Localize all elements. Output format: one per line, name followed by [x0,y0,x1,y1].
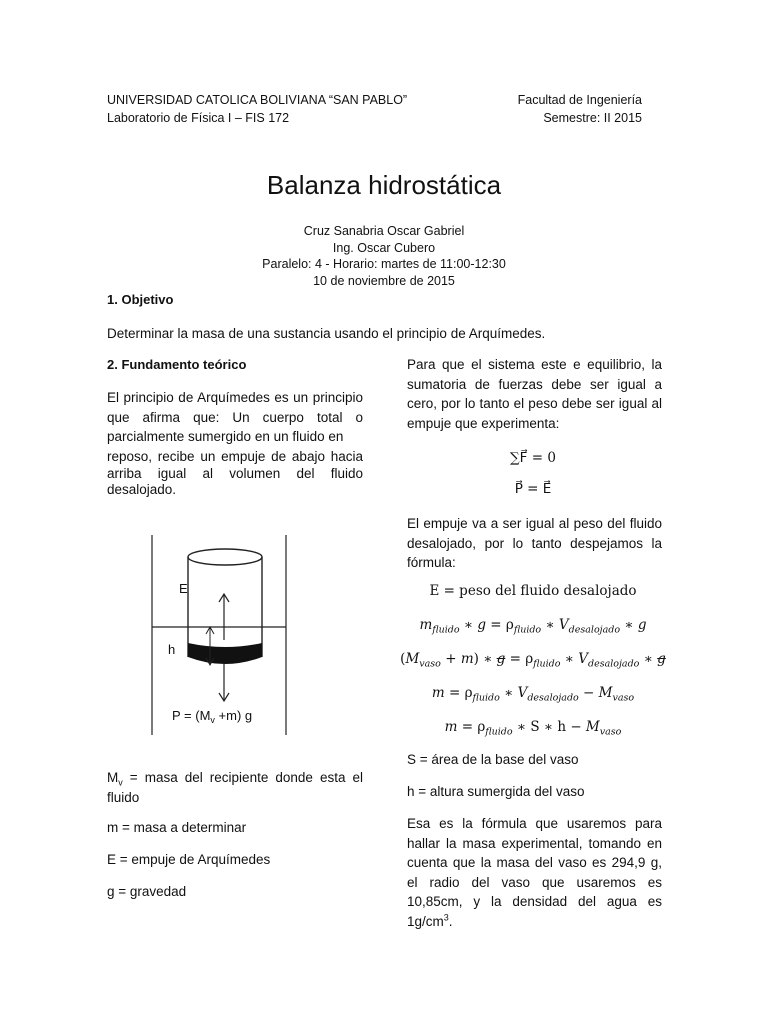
header-right [470,91,642,127]
definition-g: g = gravedad [107,884,187,899]
equation-sum-forces: ∑F⃗ = 0 [510,450,556,466]
glass-rim [188,549,262,565]
objective-heading: 1. Objetivo [107,292,174,307]
equation-mass-final: $m = \rho_{fluido}$ ∗ S ∗ $h - M_{vaso}$ [444,719,622,738]
theory-paragraph-2: reposo, recibe un empuje de abajo hacia arriba igual al volumen del fluido desalojado. [107,449,363,497]
theory-paragraph-1: El principio de Arquímedes es un principio que afirma que: Un cuerpo total o parcialmente sumergido en un fluido en [107,390,363,444]
schedule: Paralelo: 4 - Horario: martes de 11:00-12:30 [262,257,506,271]
definition-e: E = empuje de Arquímedes [107,852,271,867]
author-block [0,223,768,289]
buoyancy-paragraph: El empuje va a ser igual al peso del fluido desalojado, por lo tanto despejamos la fórmula: [407,516,662,570]
document-title: Balanza hidrostática [266,170,502,200]
definition-s: S = área de la base del vaso [407,752,579,767]
equilibrium-paragraph: Para que el sistema este e equilibrio, la sumatoria de fuerzas debe ser igual a cero, por lo tanto el peso debe ser igual al empuje que experimenta: [407,357,662,431]
lab-name: Laboratorio de Física I – FIS 172 [107,111,290,125]
label-h: h [168,642,176,657]
equation-buoyancy-definition: E = peso del fluido desalojado [429,583,637,599]
definition-h: h = altura sumergida del vaso [407,784,585,799]
equation-fluid-mass: $m_{fluido}$ ∗ $g = \rho_{fluido}$ ∗ $V_{desalojado}$ ∗ g [419,617,647,636]
objective-text: Determinar la masa de una sustancia usando el principio de Arquímedes. [107,326,546,341]
label-e: E [179,581,188,596]
archimedes-diagram [150,535,290,740]
equation-balance: $(M_{vaso} + m)$ ∗ $g = \rho_{fluido}$ ∗ $V_{desalojado}$ ∗ g [400,651,666,670]
theory-heading: 2. Fundamento teórico [107,357,247,372]
date: 10 de noviembre de 2015 [313,273,455,288]
semester: Semestre: II 2015 [543,111,642,125]
university-name: UNIVERSIDAD CATOLICA BOLIVIANA “SAN PABLO” [107,93,408,107]
definition-m: m = masa a determinar [107,820,247,835]
submerged-mass [188,643,262,664]
definition-mv: $M_v$ = masa del recipiente donde esta el fluido [107,770,363,805]
formula-usage-paragraph: Esa es la fórmula que usaremos para hallar la masa experimental, tomando en cuenta que la masa del vaso es 294,9 g, el radio del vaso que usaremos es 10,85cm, y la densidad del agua es $1g/cm^3$. [407,816,662,929]
equation-mass-volume: $m = \rho_{fluido}$ ∗ $V_{desalojado} - M_{vaso}$ [431,685,635,704]
header-left [107,91,407,127]
teacher-name: Ing. Oscar Cubero [332,240,436,255]
equation-weight-buoyancy: P⃗ = E⃗ [514,481,552,497]
student-name: Cruz Sanabria Oscar Gabriel [303,224,465,238]
faculty-name: Facultad de Ingeniería [517,93,642,107]
label-weight: $P = (M_v +m)$ g [172,708,253,725]
